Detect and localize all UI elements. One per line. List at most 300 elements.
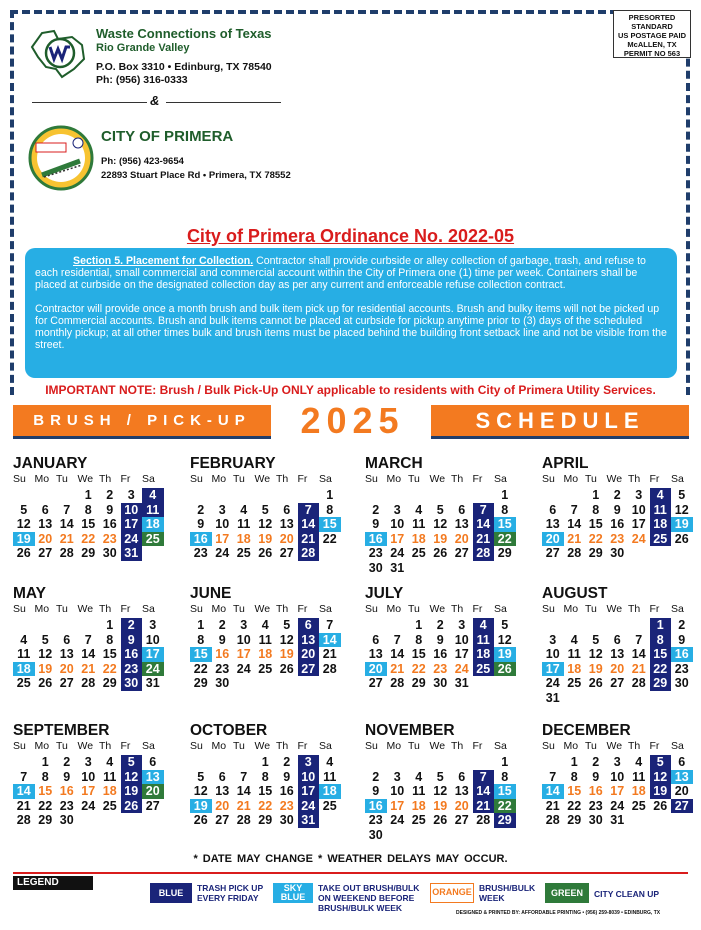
day-cell: 19 xyxy=(671,517,693,532)
ordinance-title: City of Primera Ordinance No. 2022-05 xyxy=(186,226,515,246)
month-name: JUNE xyxy=(190,585,232,602)
month-april xyxy=(542,455,701,561)
weekday-label: Mo xyxy=(563,473,579,485)
weekday-label: Fr xyxy=(297,740,308,752)
day-cell: 27 xyxy=(38,546,53,560)
day-cell: 5 xyxy=(197,769,205,784)
empty-cell xyxy=(365,488,387,503)
day-cell: 2 xyxy=(283,755,291,769)
day-cell: 3 xyxy=(149,618,157,632)
day-cell: 5 xyxy=(678,488,686,502)
weekday-label: Mo xyxy=(563,740,579,752)
day-cell: 22 xyxy=(567,798,582,813)
postage-line: PERMIT NO 563 xyxy=(623,49,681,58)
day-cell: 13 xyxy=(298,633,320,648)
day-cell: 4 xyxy=(326,755,334,769)
weekday-label: Sa xyxy=(142,473,155,485)
empty-cell xyxy=(233,488,255,503)
day-cell: 26 xyxy=(16,546,31,560)
empty-cell xyxy=(451,755,473,770)
day-cell: 3 xyxy=(549,632,557,647)
day-cell: 9 xyxy=(218,632,226,647)
day-cell: 4 xyxy=(240,502,248,517)
month-name: APRIL xyxy=(542,455,589,472)
weekday-label: Mo xyxy=(386,473,402,485)
day-cell: 24 xyxy=(81,798,96,813)
day-cell: 30 xyxy=(610,546,625,560)
day-cell: 2 xyxy=(372,769,380,784)
weekday-label: Fr xyxy=(120,603,131,615)
day-cell: 26 xyxy=(258,546,273,560)
day-cell: 1 xyxy=(261,755,269,769)
day-cell: 14 xyxy=(473,517,495,532)
empty-cell xyxy=(35,618,57,633)
day-cell: 21 xyxy=(81,661,96,676)
day-cell: 17 xyxy=(215,531,230,546)
day-cell: 30 xyxy=(674,676,689,690)
day-cell: 10 xyxy=(390,517,405,531)
day-cell: 7 xyxy=(84,632,92,647)
day-cell: 17 xyxy=(631,517,646,531)
empty-cell xyxy=(35,488,57,503)
empty-cell xyxy=(56,618,78,633)
hauler-address: P.O. Box 3310 • Edinburg, TX 78540 xyxy=(96,61,272,73)
day-cell: 11 xyxy=(412,517,426,531)
day-cell: 22 xyxy=(650,662,672,677)
day-cell: 3 xyxy=(298,755,320,770)
empty-cell xyxy=(542,755,564,770)
weekday-label: We xyxy=(254,473,271,485)
section-heading: Section 5. Placement for Collection. xyxy=(73,255,254,267)
month-name: JULY xyxy=(365,585,404,602)
day-cell: 10 xyxy=(236,632,251,647)
day-cell: 25 xyxy=(258,661,273,676)
day-cell: 26 xyxy=(38,676,53,690)
day-cell: 27 xyxy=(368,676,383,690)
empty-cell xyxy=(542,488,564,503)
day-cell: 28 xyxy=(473,546,495,561)
weekday-label: We xyxy=(254,740,271,752)
weekday-label: Tu xyxy=(56,603,68,615)
month-november xyxy=(365,722,525,842)
day-cell: 3 xyxy=(613,755,621,769)
day-cell: 28 xyxy=(236,813,251,827)
day-cell: 15 xyxy=(319,517,341,532)
day-cell: 12 xyxy=(588,647,603,661)
day-cell: 6 xyxy=(372,632,380,647)
legend-line: BRUSH/BULK WEEK xyxy=(318,903,403,913)
weekday-label: Tu xyxy=(408,473,420,485)
day-cell: 27 xyxy=(59,676,74,690)
day-cell: 21 xyxy=(322,647,337,661)
day-cell: 20 xyxy=(542,532,564,547)
weekday-label: Fr xyxy=(472,603,483,615)
day-cell: 6 xyxy=(63,632,71,647)
weekday-header xyxy=(13,473,173,488)
ordinance-text-box xyxy=(25,248,677,378)
day-cell: 27 xyxy=(545,546,560,560)
day-cell: 16 xyxy=(588,784,603,798)
month-name: MAY xyxy=(13,585,47,602)
empty-cell xyxy=(365,618,387,633)
day-grid xyxy=(190,755,350,828)
weekday-label: We xyxy=(77,473,94,485)
weekday-label: Fr xyxy=(649,473,660,485)
day-cell: 21 xyxy=(473,532,495,547)
hauler-phone: Ph: (956) 316-0333 xyxy=(96,74,188,86)
day-cell: 29 xyxy=(411,676,426,690)
legend-orange-swatch: ORANGE xyxy=(430,883,474,903)
legend-blue-swatch: BLUE xyxy=(150,883,192,903)
empty-cell xyxy=(451,488,473,503)
day-cell: 19 xyxy=(279,647,294,661)
day-cell: 11 xyxy=(258,632,272,647)
day-cell: 2 xyxy=(63,755,71,769)
day-cell: 18 xyxy=(102,784,117,798)
day-cell: 21 xyxy=(16,798,31,813)
day-cell: 22 xyxy=(38,798,53,813)
day-cell: 18 xyxy=(567,661,582,676)
month-may xyxy=(13,585,173,691)
day-cell: 6 xyxy=(458,769,466,784)
day-cell: 6 xyxy=(41,502,49,517)
weekday-label: Su xyxy=(13,740,26,752)
weekday-label: We xyxy=(606,740,623,752)
day-cell: 7 xyxy=(63,502,71,517)
empty-cell xyxy=(13,618,35,633)
day-cell: 27 xyxy=(610,676,625,690)
day-cell: 7 xyxy=(326,618,334,632)
day-cell: 2 xyxy=(121,618,143,633)
day-cell: 13 xyxy=(215,784,230,798)
empty-cell xyxy=(564,488,586,503)
empty-cell xyxy=(387,488,409,503)
weekday-label: Sa xyxy=(319,740,332,752)
empty-cell xyxy=(387,618,409,633)
weekday-label: Tu xyxy=(585,740,597,752)
day-cell: 20 xyxy=(365,662,387,677)
day-cell: 27 xyxy=(454,813,469,827)
day-cell: 13 xyxy=(454,784,469,798)
day-cell: 15 xyxy=(650,647,672,662)
month-october xyxy=(190,722,350,828)
empty-cell xyxy=(542,618,564,633)
day-cell: 24 xyxy=(631,531,646,546)
day-cell: 7 xyxy=(298,503,320,518)
legend-green-text: CITY CLEAN UP xyxy=(594,889,660,899)
month-name: DECEMBER xyxy=(542,722,631,739)
day-cell: 26 xyxy=(279,661,294,676)
day-cell: 29 xyxy=(102,676,117,690)
postage-indicia xyxy=(613,10,691,58)
day-cell: 12 xyxy=(258,517,273,531)
weekday-label: Mo xyxy=(34,473,50,485)
day-cell: 3 xyxy=(84,755,92,769)
weekday-header xyxy=(190,473,350,488)
weekday-label: Sa xyxy=(671,473,684,485)
day-cell: 1 xyxy=(197,618,205,632)
day-cell: 30 xyxy=(368,560,383,575)
day-cell: 8 xyxy=(650,633,672,648)
weekday-label: Sa xyxy=(494,473,507,485)
legend-divider xyxy=(13,872,688,874)
day-cell: 1 xyxy=(415,618,423,632)
day-grid xyxy=(190,618,350,691)
day-cell: 12 xyxy=(279,632,294,647)
day-cell: 4 xyxy=(473,618,495,633)
day-cell: 9 xyxy=(592,769,600,784)
day-cell: 12 xyxy=(193,784,208,798)
day-cell: 6 xyxy=(613,632,621,647)
day-cell: 6 xyxy=(149,755,157,769)
empty-cell xyxy=(190,755,212,770)
day-cell: 24 xyxy=(142,662,164,677)
day-cell: 1 xyxy=(41,755,49,769)
day-cell: 11 xyxy=(650,503,672,518)
weekday-label: Th xyxy=(451,740,464,752)
weekday-label: Mo xyxy=(211,740,227,752)
day-cell: 20 xyxy=(454,531,469,546)
day-cell: 2 xyxy=(106,488,114,502)
month-name: FEBRUARY xyxy=(190,455,276,472)
day-cell: 14 xyxy=(631,647,646,661)
weekday-label: Sa xyxy=(142,740,155,752)
day-cell: 15 xyxy=(588,517,603,531)
day-cell: 28 xyxy=(567,546,582,560)
weekday-label: Fr xyxy=(649,603,660,615)
day-cell: 14 xyxy=(567,517,582,531)
weekday-header xyxy=(542,740,701,755)
day-cell: 5 xyxy=(20,502,28,517)
legend-line: EVERY FRIDAY xyxy=(197,893,259,903)
day-cell: 23 xyxy=(121,662,143,677)
empty-cell xyxy=(13,488,35,503)
day-cell: 11 xyxy=(473,633,495,648)
weekday-label: Sa xyxy=(671,603,684,615)
day-cell: 3 xyxy=(635,488,643,502)
day-cell: 20 xyxy=(38,531,53,546)
day-cell: 5 xyxy=(650,755,672,770)
day-cell: 5 xyxy=(436,502,444,517)
weekday-header xyxy=(542,603,701,618)
divider-left xyxy=(32,102,147,103)
day-cell: 28 xyxy=(631,676,646,690)
day-cell: 23 xyxy=(588,798,603,813)
day-cell: 27 xyxy=(215,813,230,827)
weekday-header xyxy=(365,740,525,755)
day-cell: 14 xyxy=(473,784,495,799)
day-cell: 24 xyxy=(390,813,405,827)
day-cell: 20 xyxy=(298,647,320,662)
day-cell: 25 xyxy=(322,798,337,813)
day-cell: 21 xyxy=(390,661,405,676)
day-cell: 4 xyxy=(415,769,423,784)
day-cell: 7 xyxy=(240,769,248,784)
day-cell: 29 xyxy=(494,813,516,828)
day-cell: 4 xyxy=(650,488,672,503)
day-cell: 27 xyxy=(671,799,693,814)
day-cell: 29 xyxy=(38,813,53,827)
day-cell: 16 xyxy=(190,532,212,547)
day-cell: 3 xyxy=(393,502,401,517)
weekday-label: We xyxy=(254,603,271,615)
printer-credit: DESIGNED & PRINTED BY: AFFORDABLE PRINTING • (956) 259-8039 • EDINBURG, TX xyxy=(456,910,661,916)
empty-cell xyxy=(387,755,409,770)
day-cell: 22 xyxy=(102,661,117,676)
day-cell: 1 xyxy=(650,618,672,633)
day-cell: 21 xyxy=(545,798,560,813)
day-cell: 25 xyxy=(411,813,426,827)
day-cell: 7 xyxy=(473,770,495,785)
day-cell: 30 xyxy=(59,813,74,827)
divider-right xyxy=(166,102,281,103)
day-cell: 16 xyxy=(365,532,387,547)
day-cell: 25 xyxy=(473,662,495,677)
weekday-label: Mo xyxy=(34,740,50,752)
day-cell: 16 xyxy=(215,647,230,661)
day-cell: 9 xyxy=(106,502,114,517)
day-cell: 9 xyxy=(372,517,380,531)
weekday-header xyxy=(13,740,173,755)
day-cell: 28 xyxy=(16,813,31,827)
day-cell: 13 xyxy=(610,647,625,661)
day-cell: 6 xyxy=(298,618,320,633)
day-cell: 28 xyxy=(81,676,96,690)
section-body: Contractor shall provide curbside or alley collection of garbage, trash, and refuse to each residential, small commercial and commercial account within the City of Primera one (1) time per week. Containers shall be placed at curbside on the designated collection day as per any current and enforceable refuse collection contract. xyxy=(35,255,646,291)
day-cell: 28 xyxy=(390,676,405,690)
day-cell: 31 xyxy=(454,676,469,690)
empty-cell xyxy=(56,488,78,503)
legend-title: LEGEND xyxy=(13,876,93,890)
day-cell: 2 xyxy=(197,502,205,517)
day-cell: 18 xyxy=(473,647,495,662)
waste-connections-logo xyxy=(28,25,90,83)
postage-line: McALLEN, TX xyxy=(627,40,677,49)
day-cell: 19 xyxy=(433,531,448,546)
legend-line: WEEK xyxy=(479,893,505,903)
day-cell: 26 xyxy=(433,546,448,560)
weekday-label: Th xyxy=(628,740,641,752)
day-cell: 24 xyxy=(215,546,230,560)
day-cell: 24 xyxy=(610,798,625,813)
day-cell: 4 xyxy=(415,502,423,517)
day-cell: 11 xyxy=(103,769,117,784)
day-cell: 14 xyxy=(59,517,74,531)
day-cell: 30 xyxy=(121,676,143,691)
day-cell: 8 xyxy=(106,632,114,647)
day-grid xyxy=(13,488,173,561)
day-cell: 14 xyxy=(81,647,96,661)
weekday-label: We xyxy=(429,603,446,615)
day-cell: 1 xyxy=(326,488,334,502)
empty-cell xyxy=(298,488,320,503)
day-cell: 5 xyxy=(501,618,509,632)
day-cell: 19 xyxy=(190,799,212,814)
day-cell: 4 xyxy=(261,618,269,632)
day-cell: 7 xyxy=(570,502,578,517)
day-grid xyxy=(365,488,525,575)
weekday-label: Mo xyxy=(211,473,227,485)
day-cell: 17 xyxy=(298,784,320,799)
day-cell: 24 xyxy=(390,546,405,560)
day-cell: 12 xyxy=(16,517,31,531)
weekday-label: Sa xyxy=(494,603,507,615)
weekday-label: Th xyxy=(276,603,289,615)
day-cell: 23 xyxy=(610,531,625,546)
legend-line: SKY xyxy=(283,883,303,893)
weekday-label: Tu xyxy=(408,740,420,752)
weekday-label: Fr xyxy=(472,473,483,485)
day-cell: 1 xyxy=(501,488,509,502)
day-cell: 31 xyxy=(145,676,160,690)
day-cell: 4 xyxy=(635,755,643,769)
month-name: MARCH xyxy=(365,455,423,472)
day-cell: 28 xyxy=(298,546,320,561)
day-cell: 10 xyxy=(145,632,160,647)
day-cell: 28 xyxy=(59,546,74,560)
day-cell: 4 xyxy=(106,755,114,769)
day-cell: 8 xyxy=(415,632,423,647)
day-cell: 20 xyxy=(454,798,469,813)
empty-cell xyxy=(190,488,212,503)
weekday-label: Su xyxy=(13,603,26,615)
month-name: NOVEMBER xyxy=(365,722,455,739)
day-cell: 31 xyxy=(610,813,625,827)
day-cell: 28 xyxy=(545,813,560,827)
weekday-label: Su xyxy=(190,603,203,615)
day-cell: 10 xyxy=(610,769,625,784)
day-cell: 1 xyxy=(106,618,114,632)
weekday-label: We xyxy=(77,603,94,615)
day-cell: 9 xyxy=(613,502,621,517)
day-cell: 17 xyxy=(390,531,405,546)
day-cell: 2 xyxy=(372,502,380,517)
day-cell: 25 xyxy=(142,532,164,547)
day-cell: 6 xyxy=(218,769,226,784)
weekday-label: Th xyxy=(276,473,289,485)
day-cell: 10 xyxy=(298,770,320,785)
legend-line: TRASH PICK UP xyxy=(197,883,264,893)
legend-line: ON WEEKEND BEFORE xyxy=(318,893,415,903)
day-cell: 1 xyxy=(592,488,600,502)
day-cell: 3 xyxy=(127,488,135,502)
empty-cell xyxy=(212,488,234,503)
weekday-label: Mo xyxy=(563,603,579,615)
weekday-label: Fr xyxy=(472,740,483,752)
weekday-label: Tu xyxy=(585,473,597,485)
weekday-label: Sa xyxy=(319,473,332,485)
day-cell: 13 xyxy=(454,517,469,531)
day-cell: 7 xyxy=(635,632,643,647)
empty-cell xyxy=(78,618,100,633)
month-january xyxy=(13,455,173,561)
legend-orange-text xyxy=(479,883,535,903)
day-cell: 7 xyxy=(549,769,557,784)
month-september xyxy=(13,722,173,828)
weekday-label: We xyxy=(429,740,446,752)
empty-cell xyxy=(585,618,607,633)
day-cell: 16 xyxy=(102,517,117,531)
day-cell: 8 xyxy=(501,769,509,784)
day-cell: 19 xyxy=(13,532,35,547)
weekday-label: We xyxy=(606,473,623,485)
day-cell: 15 xyxy=(494,517,516,532)
month-name: AUGUST xyxy=(542,585,608,602)
weekday-label: Fr xyxy=(297,473,308,485)
weekday-label: Mo xyxy=(386,603,402,615)
day-cell: 20 xyxy=(279,531,294,546)
banner-schedule: SCHEDULE xyxy=(431,405,689,436)
